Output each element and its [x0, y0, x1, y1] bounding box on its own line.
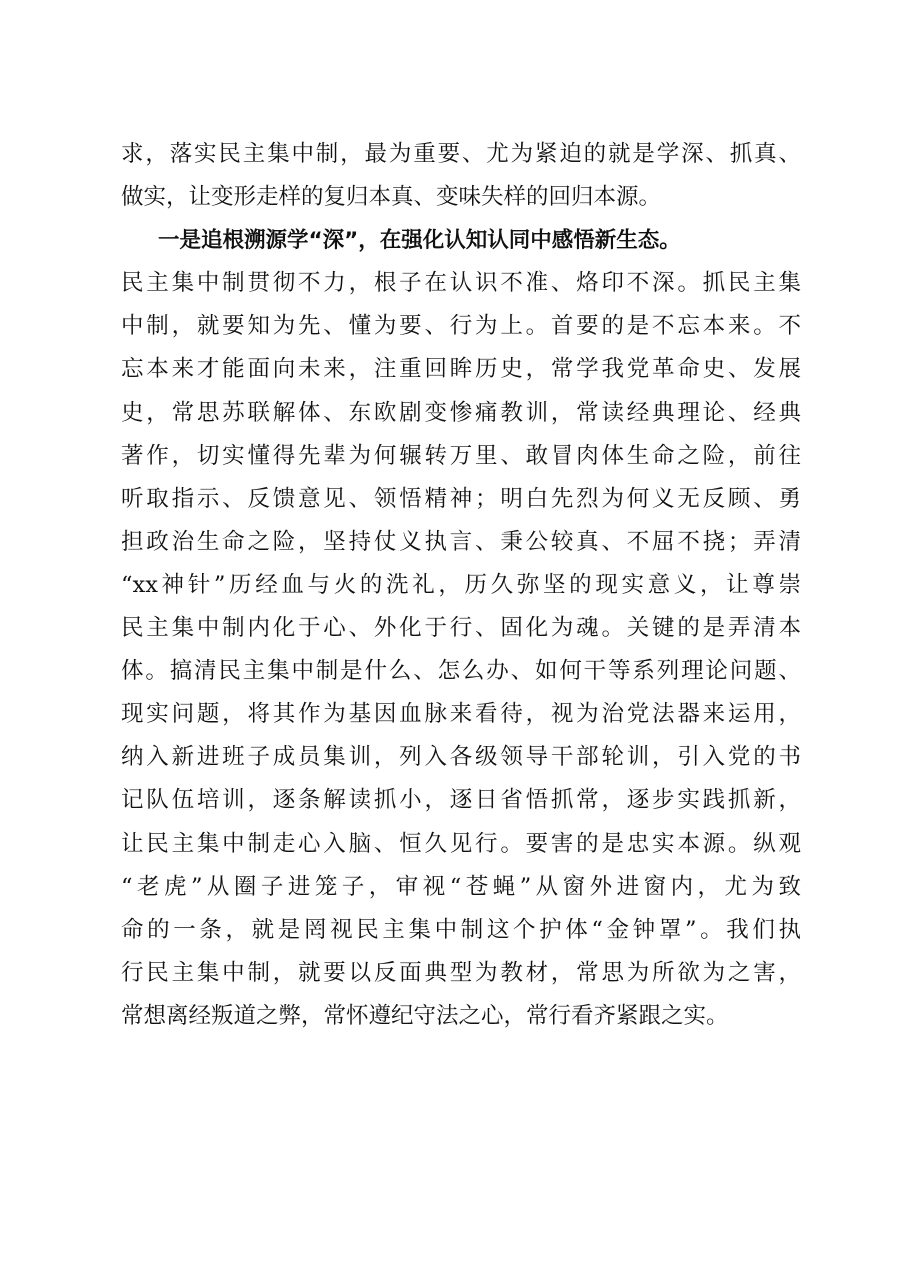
text-line: 求，落实民主集中制，最为重要、尤为紧迫的就是学深、抓真、	[121, 141, 801, 167]
text-line: 行民主集中制，就要以反面典型为教材，常思为所欲为之害，	[121, 959, 801, 986]
text-line: 记队伍培训，逐条解读抓小，逐日省悟抓常，逐步实践抓新，	[121, 787, 801, 814]
text-line: “xx神针”历经血与火的洗礼，历久弥坚的现实意义，让尊崇	[121, 571, 801, 598]
text-line: 体。搞清民主集中制是什么、怎么办、如何干等系列理论问题、	[121, 658, 801, 685]
text-line: 现实问题，将其作为基因血脉来看待，视为治党法器来运用，	[121, 701, 801, 728]
text-line: 史，常思苏联解体、东欧剧变惨痛教训，常读经典理论、经典	[121, 399, 801, 426]
text-line: 中制，就要知为先、懂为要、行为上。首要的是不忘本来。不	[121, 313, 801, 340]
text-line: 做实，让变形走样的复归本真、变味失样的回归本源。	[121, 184, 662, 211]
text-line: 担政治生命之险，坚持仗义执言、秉公较真、不屈不挠；弄清	[121, 528, 801, 555]
text-line: 听取指示、反馈意见、领悟精神；明白先烈为何义无反顾、勇	[121, 485, 801, 512]
text-line: “老虎”从圈子进笼子，审视“苍蝇”从窗外进窗内，尤为致	[121, 873, 801, 900]
body-text	[121, 133, 801, 1038]
text-line: 著作，切实懂得先辈为何辗转万里、敢冒肉体生命之险，前往	[121, 442, 801, 469]
text-line: 常想离经叛道之弊，常怀遵纪守法之心，常行看齐紧跟之实。	[121, 1002, 729, 1029]
text-line: 忘本来才能面向未来，注重回眸历史，常学我党革命史、发展	[121, 356, 801, 383]
text-line: 命的一条，就是罔视民主集中制这个护体“金钟罩”。我们执	[121, 916, 801, 943]
text-line: 让民主集中制走心入脑、恒久见行。要害的是忠实本源。纵观	[121, 830, 801, 857]
section-heading: 一是追根溯源学“深”，在强化认知认同中感悟新生态。	[158, 228, 681, 254]
text-line: 民主集中制内化于心、外化于行、固化为魂。关键的是弄清本	[121, 615, 801, 642]
text-line: 民主集中制贯彻不力，根子在认识不准、烙印不深。抓民主集	[121, 270, 801, 297]
text-line: 纳入新进班子成员集训，列入各级领导干部轮训，引入党的书	[121, 744, 801, 771]
